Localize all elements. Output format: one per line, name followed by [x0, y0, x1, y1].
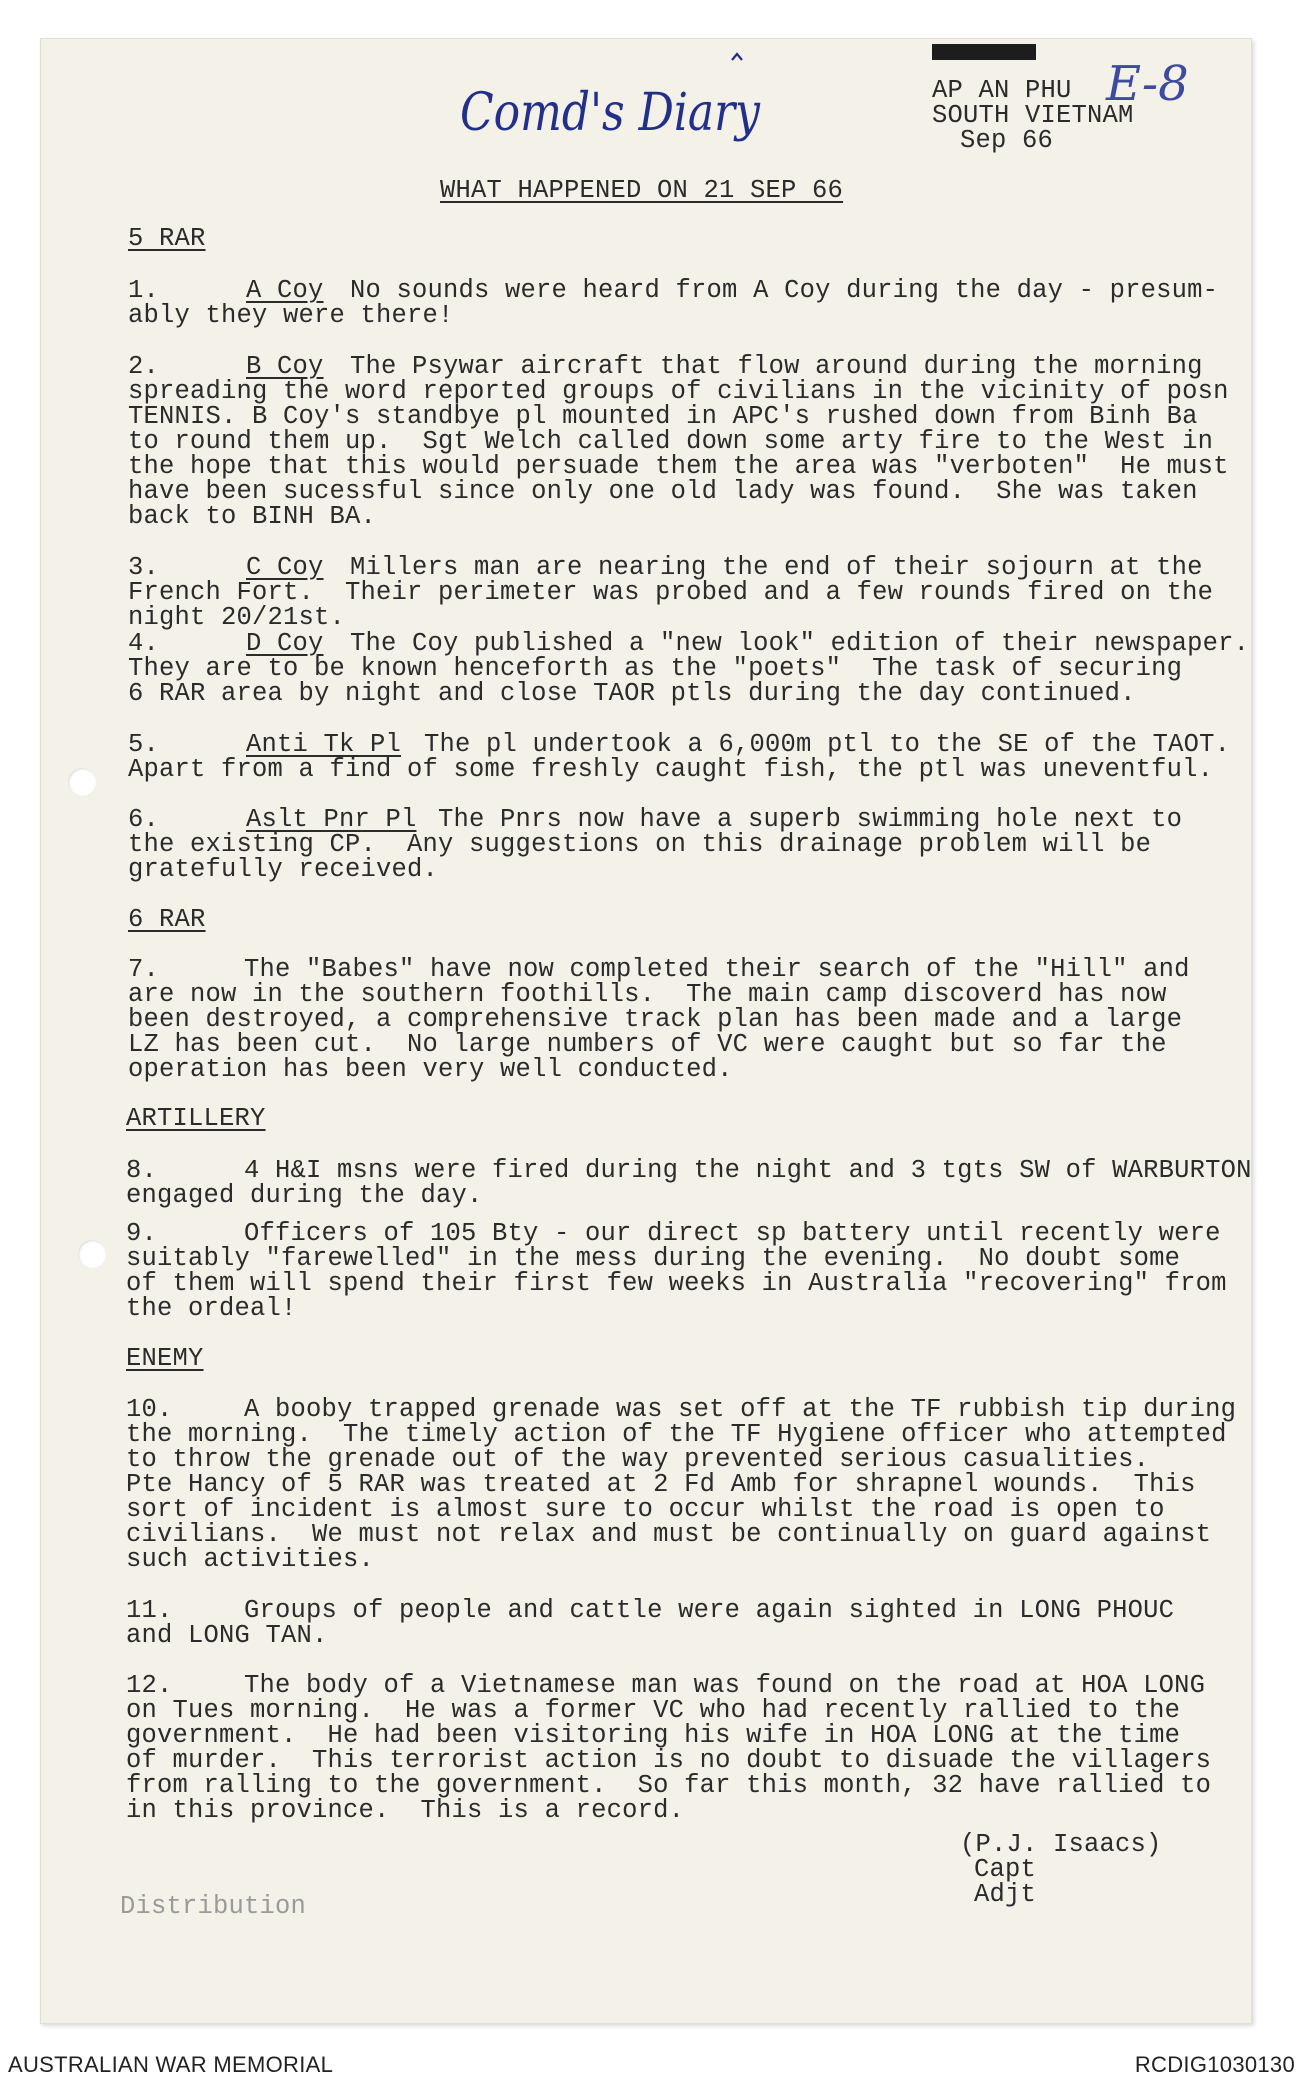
location-line-1: AP AN PHU	[932, 76, 1072, 105]
para-6-heading: Aslt Pnr Pl	[246, 805, 417, 834]
para-5-number: 5.	[128, 730, 160, 759]
para-3-line-3: night 20/21st.	[128, 603, 346, 632]
para-4-line-2: They are to be known henceforth as the "poets" The task of securing	[128, 654, 1183, 683]
para-2-line-5: the hope that this would persuade them the area was "verboten" He must	[128, 452, 1229, 481]
para-1-number: 1.	[128, 276, 160, 305]
para-12-number: 12.	[126, 1671, 173, 1700]
para-7-line-4: LZ has been cut. No large numbers of VC were caught but so far the	[128, 1030, 1167, 1059]
para-3-line-1: Millers man are nearing the end of their sojourn at the	[350, 553, 1203, 582]
signature-name: (P.J. Isaacs)	[960, 1830, 1162, 1859]
signature-rank: Capt	[974, 1855, 1037, 1884]
para-2-line-3: TENNIS. B Coy's standbye pl mounted in APC's rushed down from Binh Ba	[128, 402, 1198, 431]
para-5-line-2: Apart from a find of some freshly caught fish, the ptl was uneventful.	[128, 755, 1214, 784]
para-10-line-4: Pte Hancy of 5 RAR was treated at 2 Fd Amb for shrapnel wounds. This	[126, 1470, 1196, 1499]
archive-reference: RCDIG1030130	[1134, 2052, 1295, 2077]
para-7-line-2: are now in the southern foothills. The main camp discoverd has now	[128, 980, 1167, 1009]
para-10-line-6: civilians. We must not relax and must be continually on guard against	[126, 1520, 1212, 1549]
para-12-line-1: The body of a Vietnamese man was found on the road at HOA LONG	[244, 1671, 1206, 1700]
para-3-number: 3.	[128, 553, 160, 582]
para-1-heading: A Coy	[246, 276, 324, 305]
date-line: Sep 66	[960, 126, 1054, 155]
para-7-line-3: been destroyed, a comprehensive track plan has been made and a large	[128, 1005, 1183, 1034]
archive-name: AUSTRALIAN WAR MEMORIAL	[8, 2052, 334, 2077]
para-8-number: 8.	[126, 1156, 158, 1185]
para-6-number: 6.	[128, 805, 160, 834]
para-6-line-2: the existing CP. Any suggestions on this drainage problem will be	[128, 830, 1152, 859]
para-3-heading: C Coy	[246, 553, 324, 582]
para-11-line-1: Groups of people and cattle were again sighted in LONG PHOUC	[244, 1596, 1175, 1625]
signature-appointment: Adjt	[974, 1880, 1037, 1909]
punch-hole-bottom	[78, 1240, 106, 1268]
para-2-line-2: spreading the word reported groups of civilians in the vicinity of posn	[128, 377, 1229, 406]
distribution-label: Distribution	[120, 1892, 307, 1921]
file-reference-handwriting	[1100, 48, 1190, 118]
redaction-mark	[932, 44, 1036, 60]
para-12-line-4: of murder. This terrorist action is no doubt to disuade the villagers	[126, 1746, 1212, 1775]
para-10-number: 10.	[126, 1395, 173, 1424]
location-line-2: SOUTH VIETNAM	[932, 101, 1134, 130]
para-4-number: 4.	[128, 629, 160, 658]
handwritten-note	[450, 52, 790, 152]
punch-hole-top	[68, 768, 96, 796]
handwritten-note-text: Comd's Diary	[460, 83, 761, 143]
section-heading-5rar: 5 RAR	[128, 224, 206, 253]
para-7-line-1: The "Babes" have now completed their search of the "Hill" and	[244, 955, 1190, 984]
para-3-line-2: French Fort. Their perimeter was probed and a few rounds fired on the	[128, 578, 1214, 607]
section-heading-6rar: 6 RAR	[128, 905, 206, 934]
para-9-line-3: of them will spend their first few weeks in Australia "recovering" from	[126, 1269, 1227, 1298]
page-title: WHAT HAPPENED ON 21 SEP 66	[440, 176, 844, 205]
para-5-line-1: The pl undertook a 6,000m ptl to the SE of the TAOT.	[424, 730, 1231, 759]
para-8-line-1: 4 H&I msns were fired during the night and 3 tgts SW of WARBURTON	[244, 1156, 1252, 1185]
para-6-line-1: The Pnrs now have a superb swimming hole next to	[438, 805, 1183, 834]
para-5-heading: Anti Tk Pl	[246, 730, 402, 759]
para-4-heading: D Coy	[246, 629, 324, 658]
para-9-line-2: suitably "farewelled" in the mess during the evening. No doubt some	[126, 1244, 1181, 1273]
para-1-line-1: No sounds were heard from A Coy during the day - presum-	[350, 276, 1219, 305]
para-11-number: 11.	[126, 1596, 173, 1625]
para-10-line-5: sort of incident is almost sure to occur whilst the road is open to	[126, 1495, 1165, 1524]
para-12-line-5: from ralling to the government. So far this month, 32 have rallied to	[126, 1771, 1212, 1800]
para-12-line-6: in this province. This is a record.	[126, 1796, 685, 1825]
para-8-line-2: engaged during the day.	[126, 1181, 483, 1210]
para-9-line-4: the ordeal!	[126, 1294, 297, 1323]
para-4-line-3: 6 RAR area by night and close TAOR ptls during the day continued.	[128, 679, 1136, 708]
para-11-line-2: and LONG TAN.	[126, 1621, 328, 1650]
para-4-line-1: The Coy published a "new look" edition of their newspaper.	[350, 629, 1250, 658]
para-2-line-7: back to BINH BA.	[128, 502, 377, 531]
para-10-line-7: such activities.	[126, 1545, 375, 1574]
para-2-heading: B Coy	[246, 352, 324, 381]
para-9-line-1: Officers of 105 Bty - our direct sp battery until recently were	[244, 1219, 1221, 1248]
para-2-line-6: have been sucessful since only one old lady was found. She was taken	[128, 477, 1198, 506]
para-9-number: 9.	[126, 1219, 158, 1248]
para-1-line-2: ably they were there!	[128, 301, 454, 330]
para-10-line-2: the morning. The timely action of the TF Hygiene officer who attempted	[126, 1420, 1227, 1449]
para-10-line-3: to throw the grenade out of the way prevented serious casualities.	[126, 1445, 1150, 1474]
para-12-line-2: on Tues morning. He was a former VC who had recently rallied to the	[126, 1696, 1181, 1725]
para-2-line-4: to round them up. Sgt Welch called down some arty fire to the West in	[128, 427, 1214, 456]
para-12-line-3: government. He had been visitoring his wife in HOA LONG at the time	[126, 1721, 1181, 1750]
section-heading-artillery: ARTILLERY	[126, 1104, 266, 1133]
para-7-number: 7.	[128, 955, 160, 984]
file-reference-text: E-8	[1106, 56, 1189, 112]
para-2-line-1: The Psywar aircraft that flow around during the morning	[350, 352, 1203, 381]
para-6-line-3: gratefully received.	[128, 855, 439, 884]
para-7-line-5: operation has been very well conducted.	[128, 1055, 733, 1084]
para-10-line-1: A booby trapped grenade was set off at the TF rubbish tip during	[244, 1395, 1237, 1424]
section-heading-enemy: ENEMY	[126, 1344, 204, 1373]
para-2-number: 2.	[128, 352, 160, 381]
